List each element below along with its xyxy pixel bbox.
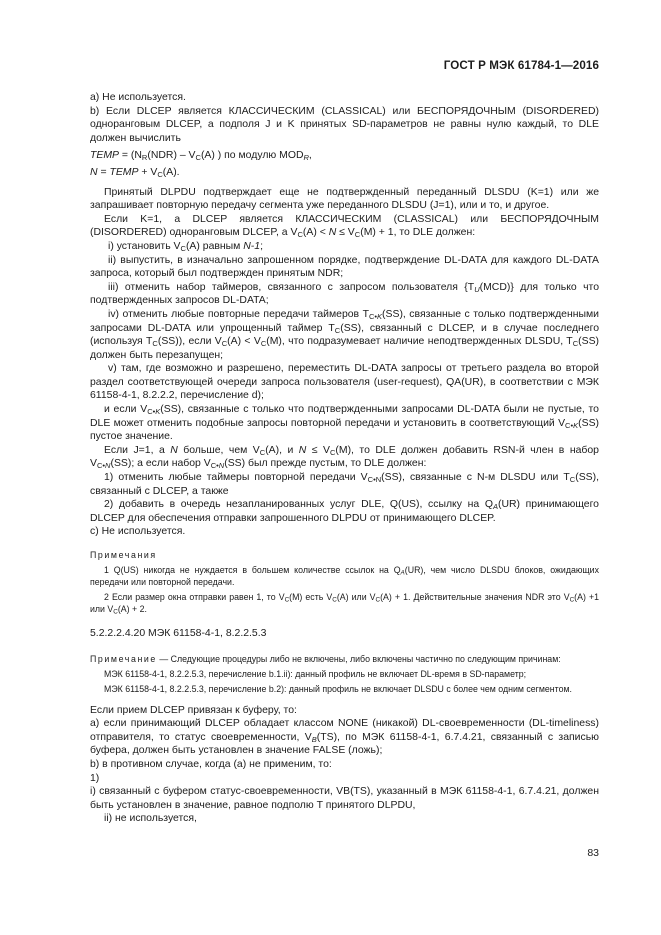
formula-line: N = TEMP + $V_C(A)$. [90,166,180,179]
body-paragraph: Если прием DLCEP привязан к буферу, то: [90,704,297,716]
list-item: i) связанный с буфером статус-своевременности, VB(TS), указанный в МЭК 61158-4-1, 6.7.4.21, должен быть установлен в значение, равное подполю T принятого DLPDU, [90,786,599,811]
note-label: Примечание [90,653,157,664]
list-item: a) если принимающий DLCEP обладает классом NONE (никакой) DL-своевременности (DL-timeliness) отправителя, то статус своевременности, $V_B(TS)$, по МЭК 61158-4-1, 6.7.4.21, связанный с записью буфера, должен быть установлен в значение FALSE (ложь); [90,718,599,757]
notes-heading: Примечания [90,550,157,560]
body-paragraph: b) Если DLCEP является КЛАССИЧЕСКИМ (CLASSICAL) или БЕСПОРЯДОЧНЫМ (DISORDERED) одноранговым DLCEP, а подполя J и K принятых SD-параметров не равны нулю каждый, то DLE должен вычислить [90,105,599,144]
list-item: 2) добавить в очередь незапланированных услуг DLE, Q(US), ссылку на $Q_A(UR)$ принимающего DLCEP для обеспечения отправки запрошенного DLPDU от принимающего DLCEP. [90,499,599,524]
body-paragraph: a) Не используется. [90,92,186,103]
list-item: ii) не используется, [104,813,197,825]
list-item: ii) выпустить, в изначально запрошенном порядке, подтверждение DL-DATA для каждого DL-DATA запроса, который был подтвержден принятым NDR; [90,254,599,280]
list-item: iv) отменить любые повторные передачи таймеров $T_{C•K}(SS)$, связанные с только подтвержденными запросами DL-DATA или упрощенный таймер $T_C(SS)$, связанный с DLCEP, и в случае последнего (используя $T_C(SS)$), если $V_C(A) < V_C(M)$, что подразумевает наличие неподтвержденных DLSDU, $T_C(SS)$ должен быть перезапущен; [90,308,600,361]
section-heading: 5.2.2.2.4.20 МЭК 61158-4-1, 8.2.2.5.3 [90,628,267,639]
note-item: 2 Если размер окна отправки равен 1, то $V_C(M)$ есть $V_C(A)$ или $V_C(A) + 1$. Действительные значения NDR это $V_C(A) +1$ или $V_C(A) + 2$. [90,592,599,616]
note-item: 1 Q(US) никогда не нуждается в большем количестве ссылок на $Q_A(UR)$, чем число DLSDU блоков, ожидающих передачи или повторной передачи. [90,565,599,587]
list-item: iii) отменить набор таймеров, связанного с запросом пользователя $\{T_U(MCD)\}$ для только что подтвержденных запросов DL-DATA; [90,281,600,307]
list-item: v) там, где возможно и разрешено, переместить DL-DATA запросы от третьего раздела во второй раздел соответствующей очереди запроса пользователя (user-request), QA(UR), в соответствии с МЭК 61158-4-1, 8.2.2.2, перечисление d); [90,363,599,402]
list-item: 1) [90,772,100,784]
page-body [90,91,599,826]
body-paragraph: c) Не используется. [90,526,186,538]
body-paragraph: Если K=1, а DLCEP является КЛАССИЧЕСКИМ (CLASSICAL) или БЕСПОРЯДОЧНЫМ (DISORDERED) одноранговым DLCEP, а $V_C(A) < N \le V_C(M) + 1$, то DLE должен: [90,213,599,240]
page-number: 83 [587,847,599,859]
note-item: МЭК 61158-4-1, 8.2.2.5.3, перечисление b.1.ii): данный профиль не включает DL-время в SD-параметр; [104,668,527,679]
list-item: i) установить $V_C(A)$ равным N-1; [108,240,263,253]
body-paragraph: Если J=1, а N больше, чем $V_C(A)$, и $N \le V_C(M)$, то DLE должен добавить RSN-й член в набор $V_{C•N}(SS)$; а если набор $V_{C•N}(SS)$ был прежде пустым, то DLE должен: [90,444,599,471]
formula-line: TEMP = ($N_R(NDR) - V_C(A)$ ) по модулю $MOD_R$, [90,150,312,163]
list-item: b) в противном случае, когда (а) не применим, то: [90,758,332,770]
body-paragraph: и если $V_{C•K}(SS)$, связанные с только что подтвержденными запросами DL-DATA были не пустые, то DLE может отменить подобные запросы повторной передачи и установить в соответствующий $V_{C•K}(SS)$ пустое значение. [90,404,599,443]
note-paragraph [90,653,599,665]
document-header: ГОСТ Р МЭК 61784-1—2016 [443,59,599,72]
note-item: МЭК 61158-4-1, 8.2.2.5.3, перечисление b.2): данный профиль не включает DLSDU с более чем одним сегментом. [104,683,572,694]
body-paragraph: Принятый DLPDU подтверждает еще не подтвержденный переданный DLSDU (K=1) или же запрашивает повторную передачу сегмента уже переданного DLSDU (J=1), или и то, и другое. [90,186,599,212]
note-text: — Следующие процедуры либо не включены, либо включены частично по следующим причинам: [156,653,561,664]
list-item: 1) отменить любые таймеры повторной передачи $V_{C•N}(SS)$, связанные с N-м DLSDU или $T_C(SS)$, связанный с DLCEP, а также [90,472,600,497]
